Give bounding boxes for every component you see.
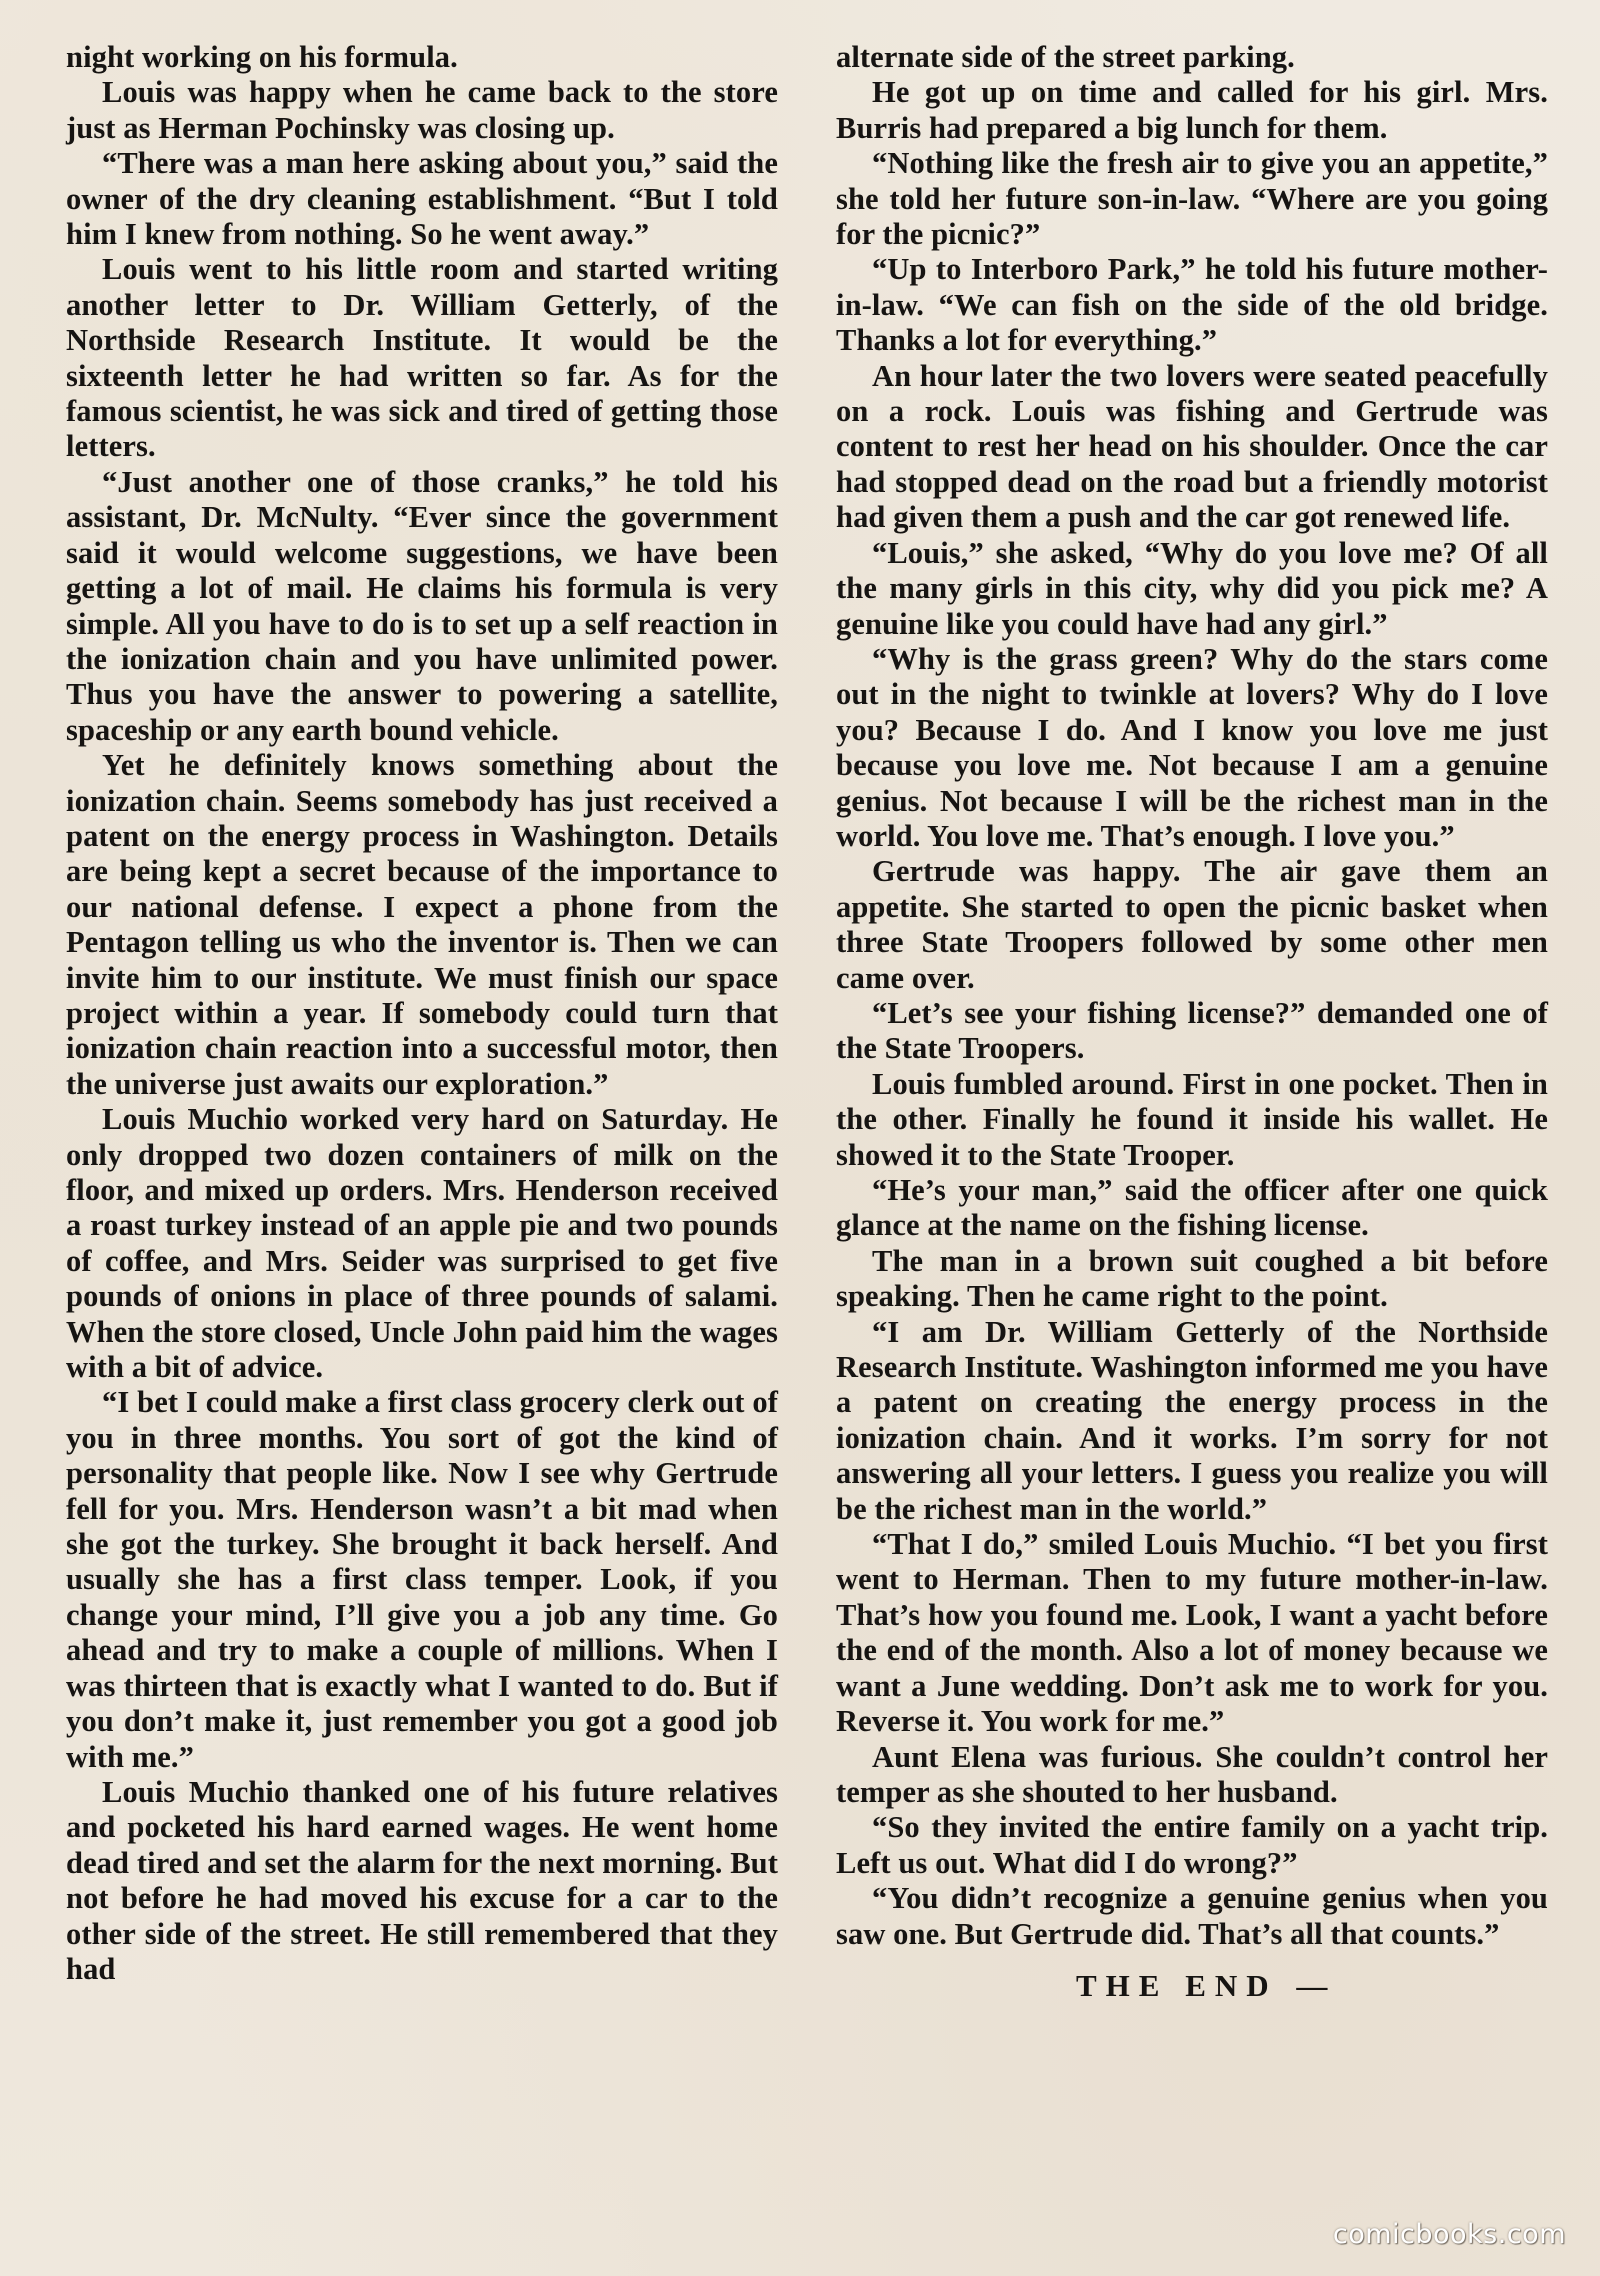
paragraph: “Nothing like the fresh air to give you an appetite,” she told her future son-in-law. “Where are you going for the picnic?”: [836, 146, 1548, 252]
site-watermark: comicbooks.com: [1332, 2219, 1566, 2250]
paragraph: night working on his formula.: [66, 40, 458, 74]
paragraph: “I am Dr. William Getterly of the Northside Research Institute. Washington informed me you have a patent on creating the energy process in the ionization chain. And it works. I’m sorry for not answering all your letters. I guess you realize you will be the richest man in the world.”: [836, 1314, 1548, 1526]
right-text-column: [836, 40, 1548, 2003]
paragraph: Yet he definitely knows something about the ionization chain. Seems somebody has just received a patent on the energy process in Washington. Details are being kept a secret because of the importance to our national defense. I expect a phone from the Pentagon telling us who the inventor is. Then we can invite him to our institute. We must finish our space project within a year. If somebody could turn that ionization chain reaction into a successful motor, then the universe just awaits our exploration.”: [66, 748, 778, 1101]
paragraph: Aunt Elena was furious. She couldn’t control her temper as she shouted to her husband.: [836, 1739, 1548, 1809]
paragraph: “So they invited the entire family on a yacht trip. Left us out. What did I do wrong?”: [836, 1810, 1548, 1880]
paragraph: Louis went to his little room and started writing another letter to Dr. William Getterly, of the Northside Research Institute. It would be the sixteenth letter he had written so far. As for the famous scientist, he was sick and tired of getting those letters.: [66, 252, 778, 464]
paragraph: The man in a brown suit coughed a bit before speaking. Then he came right to the point.: [836, 1243, 1548, 1314]
paragraph: “Why is the grass green? Why do the stars come out in the night to twinkle at lovers? Why do I love you? Because I do. And I know you love me just because you love me. Not because I am a genuine genius. Not because I will be the richest man in the world. You love me. That’s enough. I love you.”: [836, 641, 1548, 853]
left-text-column: [66, 40, 778, 1987]
paragraph: Louis Muchio thanked one of his future relatives and pocketed his hard earned wages. He went home dead tired and set the alarm for the next morning. But not before he had moved his excuse for a car to the other side of the street. He still remembered that they had: [66, 1774, 778, 1986]
paragraph: “He’s your man,” said the officer after one quick glance at the name on the fishing license.: [836, 1173, 1548, 1243]
paragraph: “There was a man here asking about you,” said the owner of the dry cleaning establishment. “But I told him I knew from nothing. So he went away.”: [66, 146, 778, 252]
paragraph: “That I do,” smiled Louis Muchio. “I bet you first went to Herman. Then to my future mother-in-law. That’s how you found me. Look, I want a yacht before the end of the month. Also a lot of money because we want a June wedding. Don’t ask me to work for you. Reverse it. You work for me.”: [836, 1527, 1548, 1739]
the-end-dash: —: [1296, 1967, 1328, 2003]
paragraph: “I bet I could make a first class grocery clerk out of you in three months. You sort of got the kind of personality that people like. Now I see why Gertrude fell for you. Mrs. Henderson wasn’t a bit mad when she got the turkey. She brought it back herself. And usually she has a first class temper. Look, if you change your mind, I’ll give you a job any time. Go ahead and try to make a couple of millions. When I was thirteen that is exactly what I wanted to do. But if you don’t make it, just remember you got a good job with me.”: [66, 1385, 778, 1774]
paragraph: “Louis,” she asked, “Why do you love me? Of all the many girls in this city, why did you pick me? A genuine like you could have had any girl.”: [836, 535, 1548, 641]
paragraph: “Just another one of those cranks,” he told his assistant, Dr. McNulty. “Ever since the government said it would welcome suggestions, we have been getting a lot of mail. He claims his formula is very simple. All you have to do is to set up a self reaction in the ionization chain and you have unlimited power. Thus you have the answer to powering a satellite, spaceship or any earth bound vehicle.: [66, 464, 778, 747]
paragraph: An hour later the two lovers were seated peacefully on a rock. Louis was fishing and Gertrude was content to rest her head on his shoulder. Once the car had stopped dead on the road but a friendly motorist had given them a push and the car got renewed life.: [836, 358, 1548, 535]
paragraph: Gertrude was happy. The air gave them an appetite. She started to open the picnic basket when three State Troopers followed by some other men came over.: [836, 854, 1548, 995]
paragraph: Louis fumbled around. First in one pocket. Then in the other. Finally he found it inside his wallet. He showed it to the State Trooper.: [836, 1066, 1548, 1172]
paragraph: “You didn’t recognize a genuine genius when you saw one. But Gertrude did. That’s all that counts.”: [836, 1881, 1548, 1951]
the-end-text: THE END: [1076, 1967, 1278, 2003]
paragraph: Louis was happy when he came back to the store just as Herman Pochinsky was closing up.: [66, 75, 778, 145]
paragraph: He got up on time and called for his girl. Mrs. Burris had prepared a big lunch for them.: [836, 75, 1548, 145]
paragraph: “Let’s see your fishing license?” demanded one of the State Troopers.: [836, 995, 1548, 1066]
the-end-label: [836, 1968, 1548, 2003]
paragraph: “Up to Interboro Park,” he told his future mother-in-law. “We can fish on the side of the old bridge. Thanks a lot for everything.”: [836, 252, 1548, 358]
paragraph: alternate side of the street parking.: [836, 40, 1295, 74]
paragraph: Louis Muchio worked very hard on Saturday. He only dropped two dozen containers of milk on the floor, and mixed up orders. Mrs. Henderson received a roast turkey instead of an apple pie and two pounds of coffee, and Mrs. Seider was surprised to get five pounds of onions in place of three pounds of salami. When the store closed, Uncle John paid him the wages with a bit of advice.: [66, 1102, 778, 1385]
